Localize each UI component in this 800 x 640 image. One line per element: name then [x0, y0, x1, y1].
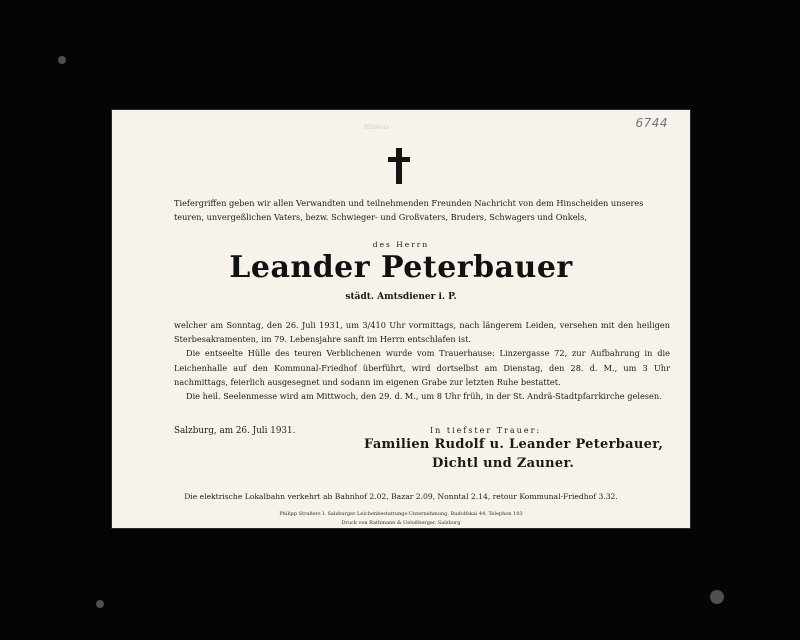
- body-paragraph-death: welcher am Sonntag, den 26. Juli 1931, um 3/410 Uhr vormittags, nach längerem Leiden, versehen mit den heiligen Sterbesakramenten, im 79. Lebensjahre sanft im Herrn entschlafen ist.: [174, 320, 670, 345]
- body-paragraph-funeral: Die entseelte Hülle des teuren Verblichenen wurde vom Trauerhause: Linzergasse 72, zur Aufbahrung in die Leichenhalle auf den Kommunal-Friedhof überführt, wird dortselbst am Dienstag, den 28. d. M., um 3 Uhr nachmittags, feierlich ausgesegnet und sodann im eigenen Grabe zur letzten Ruhe bestattet.: [174, 348, 670, 387]
- lokalbahn-note: Die elektrische Lokalbahn verkehrt ab Bahnhof 2.02, Bazar 2.09, Nonntal 2.14, retour Kommunal-Friedhof 3.32.: [184, 492, 618, 501]
- cross-icon: [388, 148, 410, 184]
- mourning-label: In tiefster Trauer:: [430, 426, 542, 435]
- undertaker-imprint: Philipp Straßers I. Salzburger Leichenbestattungs-Unternehmung, Rudolfskai 44, Telephon 103: [279, 511, 523, 517]
- families-line-2: Dichtl und Zauner.: [432, 456, 575, 471]
- faint-header-text: Hinweis · · ·: [364, 124, 401, 131]
- handwritten-annotation: 6744: [635, 116, 668, 130]
- printer-imprint: Druck von Rathmann & Ueloßberger, Salzburg: [341, 520, 461, 526]
- deceased-name: Leander Peterbauer: [229, 250, 573, 285]
- intro-text: Tiefergriffen geben wir allen Verwandten und teilnehmenden Freunden Nachricht von dem Hinscheiden unseres teuren, unvergeßlichen Vaters, bezw. Schwieger- und Großvaters, Bruders, Schwagers und Onkels,: [174, 198, 644, 223]
- mounting-mark: [710, 590, 724, 604]
- obituary-body: [174, 318, 670, 403]
- deceased-title: städt. Amtsdiener i. P.: [345, 292, 457, 302]
- body-paragraph-mass: Die heil. Seelenmesse wird am Mittwoch, den 29. d. M., um 8 Uhr früh, in der St. Andrä-Stadtpfarrkirche gelesen.: [186, 391, 662, 402]
- place-date: Salzburg, am 26. Juli 1931.: [174, 426, 296, 436]
- mounting-mark: [58, 56, 66, 64]
- des-herrn-label: des Herrn: [372, 240, 430, 249]
- obituary-card: [112, 110, 690, 528]
- mounting-mark: [96, 600, 104, 608]
- families-line-1: Familien Rudolf u. Leander Peterbauer,: [364, 437, 664, 452]
